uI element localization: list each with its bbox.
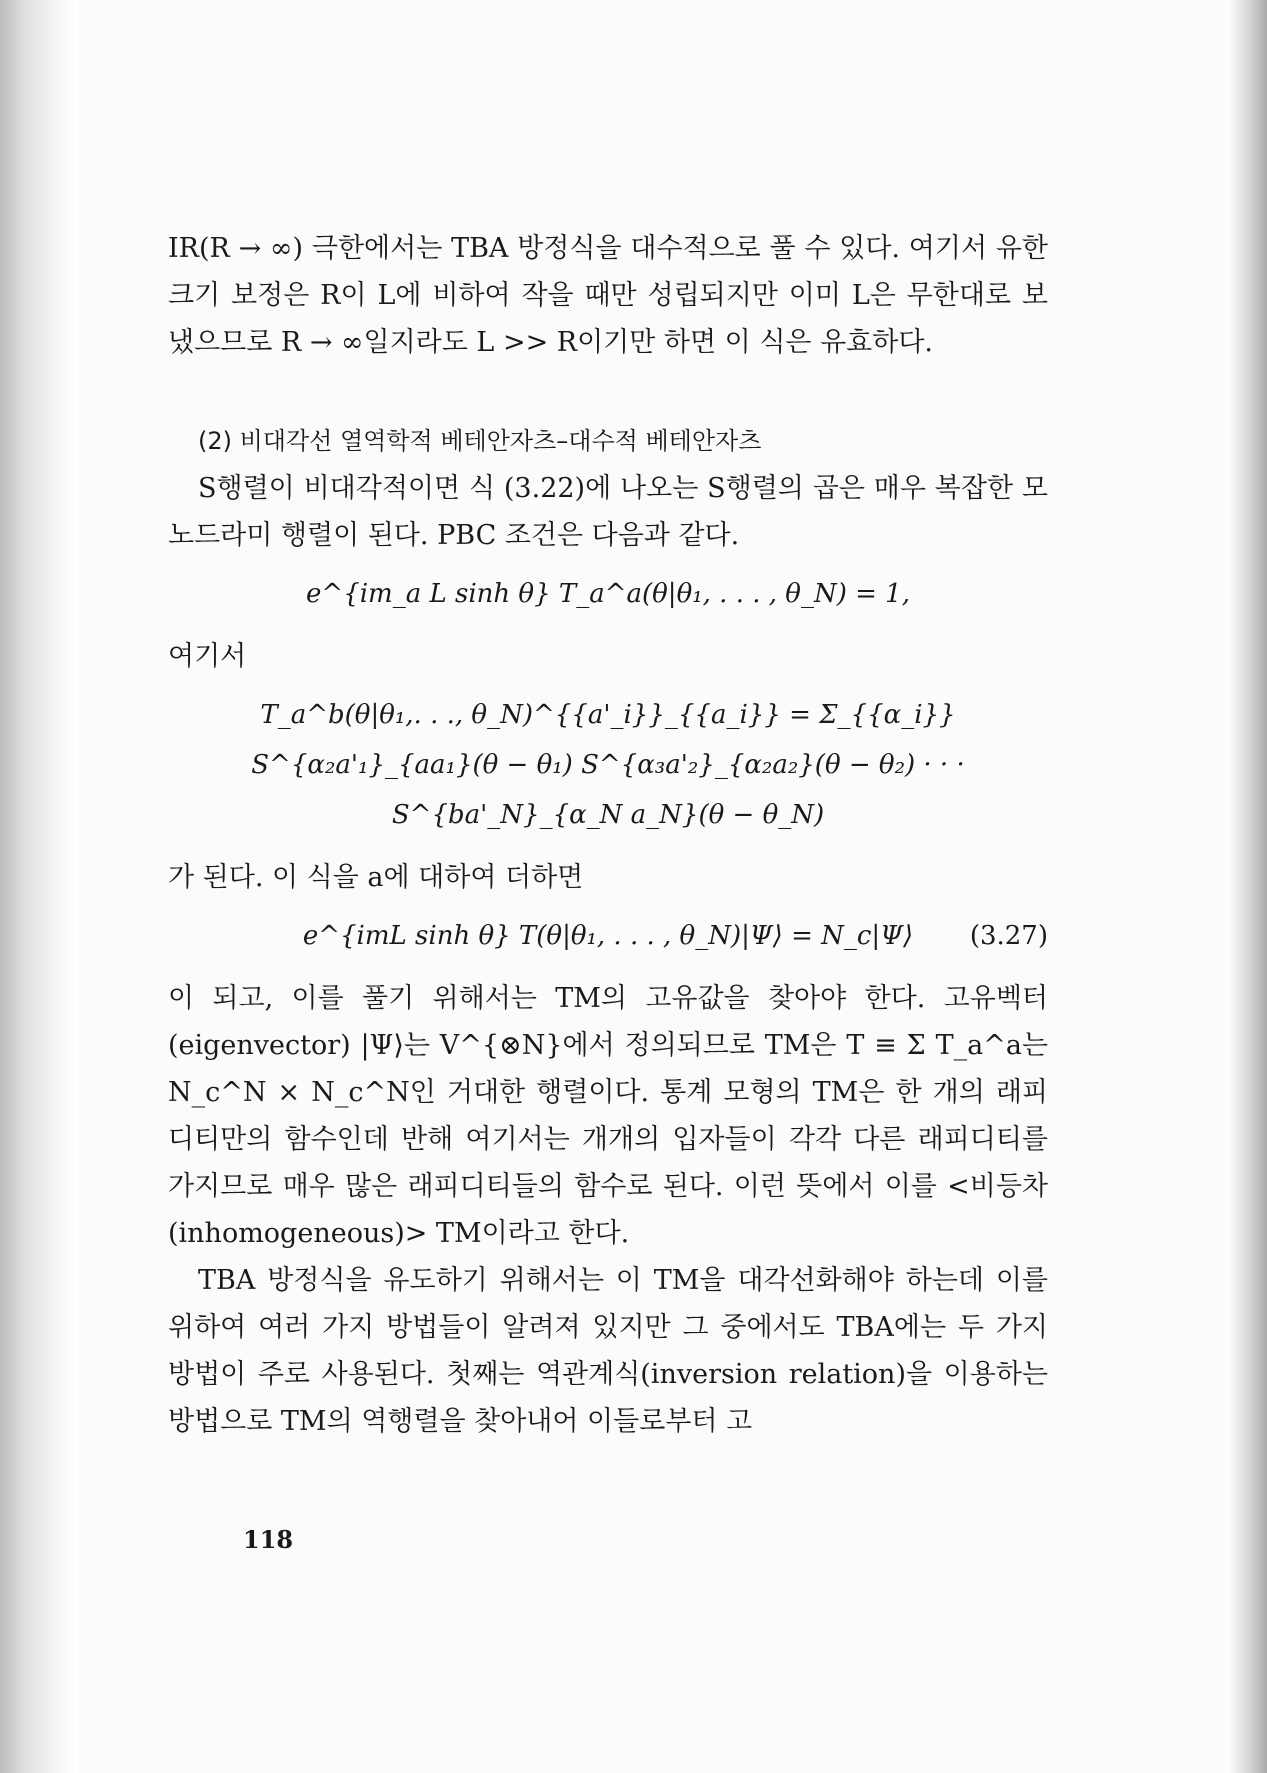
paragraph-1: IR(R → ∞) 극한에서는 TBA 방정식을 대수적으로 풀 수 있다. 여기서 유한 크기 보정은 R이 L에 비하여 작을 때만 성립되지만 이미 L은 무한대로 보냈으므로 R → ∞일지라도 L >> R이기만 하면 이 식은 유효하다. — [168, 233, 1048, 358]
equation-monodromy: T_a^b(θ|θ₁,. . ., θ_N)^{{a'_i}}_{{a_i}} = Σ_{{α_i}} S^{α₂a'₁}_{aa₁}(θ − θ₁) S^{α₃a'₂}_{α₂a₂}(θ − θ₂) · · · S^{ba'_N}_{α_N a_N}(θ − θ_N) — [251, 700, 965, 830]
equation-3-27 — [168, 911, 1048, 961]
paragraph-3: 가 된다. 이 식을 a에 대하여 더하면 — [168, 862, 584, 893]
book-edge-right — [1231, 0, 1267, 1773]
equation-3-27-body: e^{imL sinh θ} T(θ|θ₁, . . . , θ_N)|Ψ⟩ = N_c|Ψ⟩ — [302, 921, 914, 951]
page-number: 118 — [243, 1525, 294, 1554]
paragraph-2: S행렬이 비대각적이면 식 (3.22)에 나오는 S행렬의 곱은 매우 복잡한 모노드라미 행렬이 된다. PBC 조건은 다음과 같다. — [168, 473, 1048, 551]
page-body — [168, 225, 1048, 1445]
where-label: 여기서 — [168, 641, 247, 672]
section-title: (2) 비대각선 열역학적 베테안자츠–대수적 베테안자츠 — [198, 427, 762, 455]
paragraph-4: 이 되고, 이를 풀기 위해서는 TM의 고유값을 찾아야 한다. 고유벡터(eigenvector) |Ψ⟩는 V^{⊗N}에서 정의되므로 TM은 T ≡ Σ T_a^a는 N_c^N × N_c^N인 거대한 행렬이다. 통계 모형의 TM은 한 개의 래피디티만의 함수인데 반해 여기서는 개개의 입자들이 각각 다른 래피디티를 가지므로 매우 많은 래피디티들의 함수로 된다. 이런 뜻에서 이를 <비등차(inhomogeneous)> TM이라고 한다. — [168, 983, 1048, 1249]
book-edge-left — [0, 0, 78, 1773]
equation-pbc: e^{im_a L sinh θ} T_a^a(θ|θ₁, . . . , θ_N) = 1, — [306, 579, 910, 609]
equation-number: (3.27) — [969, 921, 1048, 951]
paragraph-5: TBA 방정식을 유도하기 위해서는 이 TM을 대각선화해야 하는데 이를 위하여 여러 가지 방법들이 알려져 있지만 그 중에서도 TBA에는 두 가지 방법이 주로 사용된다. 첫째는 역관계식(inversion relation)을 이용하는 방법으로 TM의 역행렬을 찾아내어 이들로부터 고 — [168, 1265, 1048, 1437]
